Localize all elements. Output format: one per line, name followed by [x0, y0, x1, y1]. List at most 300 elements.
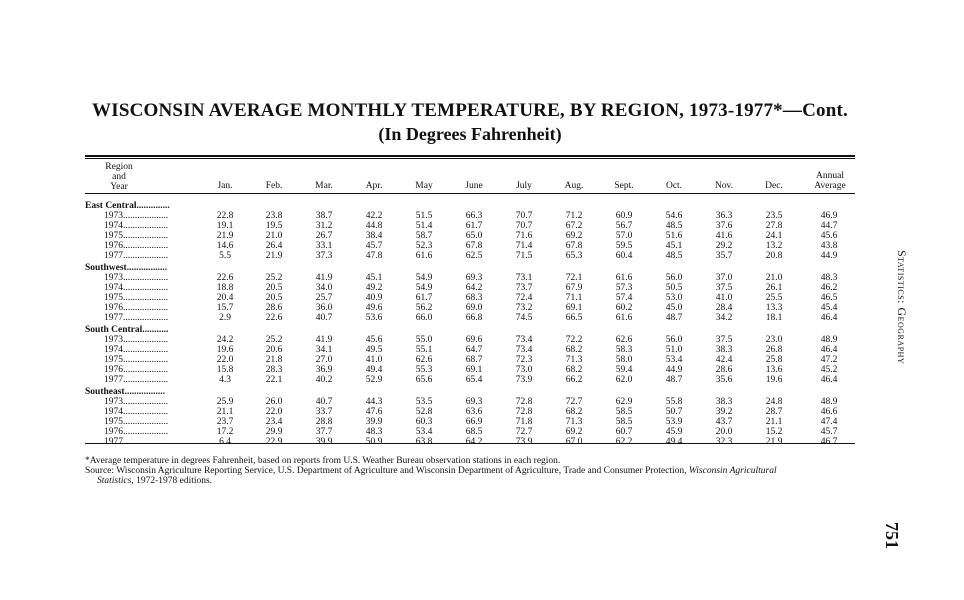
header-region-line: Year [110, 182, 128, 192]
side-heading: Statistics: Geography [895, 250, 909, 365]
temperature-cell: 34.1 [315, 345, 333, 355]
temperature-cell: 67.2 [565, 221, 583, 231]
annual-average-cell: 45.4 [820, 303, 838, 313]
temperature-cell: 72.7 [515, 427, 533, 437]
year-label: 1977................... [104, 313, 169, 323]
temperature-cell: 28.7 [765, 407, 783, 417]
temperature-cell: 26.7 [315, 231, 333, 241]
temperature-cell: 24.2 [216, 335, 234, 345]
temperature-cell: 27.0 [315, 355, 333, 365]
temperature-cell: 25.9 [216, 397, 234, 407]
temperature-cell: 38.3 [715, 397, 733, 407]
annual-average-cell: 43.8 [820, 241, 838, 251]
temperature-cell: 63.6 [465, 407, 483, 417]
temperature-cell: 28.6 [265, 303, 283, 313]
annual-average-cell: 46.2 [820, 283, 838, 293]
source-publication: Wisconsin Agricultural [688, 466, 777, 476]
temperature-cell: 29.2 [715, 241, 733, 251]
year-label: 1975................... [104, 355, 169, 365]
temperature-cell: 41.0 [365, 355, 383, 365]
temperature-cell: 5.5 [219, 251, 231, 261]
temperature-cell: 57.4 [615, 293, 633, 303]
region-label: Southeast................. [85, 387, 165, 397]
temperature-cell: 21.0 [765, 273, 783, 283]
year-label: 1973................... [104, 273, 169, 283]
temperature-cell: 22.8 [216, 211, 234, 221]
region-label: East Central.............. [85, 201, 170, 211]
annual-average-cell: 48.9 [820, 335, 838, 345]
temperature-cell: 65.6 [415, 375, 433, 385]
temperature-cell: 35.7 [715, 251, 733, 261]
temperature-cell: 61.6 [615, 273, 633, 283]
temperature-cell: 45.1 [365, 273, 383, 283]
temperature-cell: 51.6 [665, 231, 683, 241]
temperature-cell: 49.4 [365, 365, 383, 375]
temperature-cell: 13.3 [765, 303, 783, 313]
temperature-cell: 35.6 [715, 375, 733, 385]
year-label: 1973................... [104, 211, 169, 221]
temperature-cell: 34.0 [315, 283, 333, 293]
temperature-cell: 59.4 [615, 365, 633, 375]
temperature-cell: 71.3 [565, 417, 583, 427]
temperature-cell: 24.8 [765, 397, 783, 407]
temperature-cell: 21.9 [765, 437, 783, 447]
temperature-cell: 18.8 [216, 283, 234, 293]
temperature-cell: 26.8 [765, 345, 783, 355]
temperature-cell: 19.1 [216, 221, 234, 231]
temperature-cell: 73.7 [515, 283, 533, 293]
temperature-cell: 42.4 [715, 355, 733, 365]
temperature-cell: 49.5 [365, 345, 383, 355]
temperature-cell: 32.3 [715, 437, 733, 447]
temperature-cell: 33.7 [315, 407, 333, 417]
temperature-cell: 38.4 [365, 231, 383, 241]
temperature-cell: 45.6 [365, 335, 383, 345]
temperature-cell: 36.3 [715, 211, 733, 221]
temperature-cell: 37.5 [715, 283, 733, 293]
header-month: May [415, 181, 433, 191]
temperature-cell: 41.9 [315, 335, 333, 345]
temperature-cell: 45.7 [365, 241, 383, 251]
temperature-cell: 37.5 [715, 335, 733, 345]
temperature-cell: 72.3 [515, 355, 533, 365]
temperature-cell: 73.9 [515, 375, 533, 385]
annual-average-cell: 46.4 [820, 313, 838, 323]
temperature-cell: 15.2 [765, 427, 783, 437]
temperature-cell: 72.4 [515, 293, 533, 303]
temperature-cell: 68.2 [565, 365, 583, 375]
temperature-cell: 61.6 [415, 251, 433, 261]
year-label: 1976................... [104, 303, 169, 313]
temperature-cell: 62.9 [615, 397, 633, 407]
temperature-cell: 60.7 [615, 427, 633, 437]
temperature-cell: 72.2 [565, 335, 583, 345]
temperature-cell: 26.1 [765, 283, 783, 293]
source-editions: 1972-1978 editions. [133, 476, 213, 486]
temperature-cell: 28.6 [715, 365, 733, 375]
header-month: Jan. [217, 181, 233, 191]
temperature-cell: 61.7 [415, 293, 433, 303]
temperature-cell: 55.8 [665, 397, 683, 407]
temperature-cell: 56.7 [615, 221, 633, 231]
year-label: 1974................... [104, 345, 169, 355]
temperature-cell: 52.9 [365, 375, 383, 385]
temperature-cell: 33.1 [315, 241, 333, 251]
temperature-cell: 47.8 [365, 251, 383, 261]
temperature-cell: 17.2 [216, 427, 234, 437]
temperature-cell: 70.7 [515, 221, 533, 231]
header-month: Nov. [714, 181, 734, 191]
temperature-cell: 13.6 [765, 365, 783, 375]
temperature-cell: 55.1 [415, 345, 433, 355]
temperature-cell: 72.8 [515, 407, 533, 417]
header-month: Apr. [365, 181, 383, 191]
temperature-cell: 39.9 [315, 437, 333, 447]
temperature-cell: 72.1 [565, 273, 583, 283]
annual-average-cell: 48.9 [820, 397, 838, 407]
temperature-cell: 71.6 [515, 231, 533, 241]
temperature-cell: 47.6 [365, 407, 383, 417]
annual-average-cell: 47.4 [820, 417, 838, 427]
temperature-cell: 60.4 [615, 251, 633, 261]
year-label: 1975................... [104, 293, 169, 303]
temperature-cell: 49.6 [365, 303, 383, 313]
temperature-cell: 69.6 [465, 335, 483, 345]
temperature-cell: 26.0 [265, 397, 283, 407]
header-annual-line: Annual [816, 171, 844, 181]
temperature-cell: 71.3 [565, 355, 583, 365]
temperature-cell: 71.5 [515, 251, 533, 261]
temperature-cell: 61.7 [465, 221, 483, 231]
footnote-source-cont [97, 476, 897, 486]
year-label: 1973................... [104, 335, 169, 345]
temperature-cell: 73.4 [515, 335, 533, 345]
temperature-cell: 40.7 [315, 313, 333, 323]
year-label: 1974................... [104, 407, 169, 417]
temperature-cell: 71.2 [565, 211, 583, 221]
header-month: Mar. [315, 181, 333, 191]
temperature-cell: 19.6 [216, 345, 234, 355]
header-month: Dec. [765, 181, 783, 191]
temperature-cell: 21.1 [765, 417, 783, 427]
temperature-cell: 40.7 [315, 397, 333, 407]
temperature-cell: 62.6 [415, 355, 433, 365]
year-label: 1977................... [104, 437, 169, 447]
annual-average-cell: 48.3 [820, 273, 838, 283]
annual-average-cell: 44.9 [820, 251, 838, 261]
temperature-cell: 4.3 [219, 375, 231, 385]
header-month: Oct. [665, 181, 683, 191]
temperature-cell: 19.5 [265, 221, 283, 231]
header-region-line: Region [105, 162, 133, 172]
temperature-cell: 45.1 [665, 241, 683, 251]
temperature-cell: 23.8 [265, 211, 283, 221]
temperature-cell: 25.2 [265, 335, 283, 345]
temperature-cell: 62.2 [615, 437, 633, 447]
temperature-cell: 62.5 [465, 251, 483, 261]
header-region-line: and [112, 172, 126, 182]
temperature-cell: 23.7 [216, 417, 234, 427]
temperature-cell: 56.0 [665, 335, 683, 345]
temperature-cell: 28.3 [265, 365, 283, 375]
temperature-cell: 58.5 [615, 417, 633, 427]
temperature-cell: 48.7 [665, 313, 683, 323]
temperature-cell: 31.2 [315, 221, 333, 231]
temperature-cell: 21.8 [265, 355, 283, 365]
region-label: Southwest................. [85, 263, 168, 273]
temperature-cell: 67.8 [565, 241, 583, 251]
temperature-cell: 60.3 [415, 417, 433, 427]
temperature-cell: 58.0 [615, 355, 633, 365]
temperature-cell: 44.9 [665, 365, 683, 375]
temperature-cell: 39.9 [365, 417, 383, 427]
temperature-cell: 45.0 [665, 303, 683, 313]
temperature-cell: 48.7 [665, 375, 683, 385]
temperature-cell: 34.2 [715, 313, 733, 323]
temperature-cell: 65.3 [565, 251, 583, 261]
temperature-cell: 69.0 [465, 303, 483, 313]
temperature-cell: 25.5 [765, 293, 783, 303]
temperature-cell: 22.6 [265, 313, 283, 323]
year-label: 1974................... [104, 221, 169, 231]
temperature-cell: 52.3 [415, 241, 433, 251]
temperature-cell: 71.1 [565, 293, 583, 303]
temperature-cell: 64.2 [465, 283, 483, 293]
temperature-cell: 65.4 [465, 375, 483, 385]
temperature-cell: 57.3 [615, 283, 633, 293]
temperature-cell: 15.7 [216, 303, 234, 313]
temperature-cell: 15.8 [216, 365, 234, 375]
temperature-cell: 54.9 [415, 273, 433, 283]
temperature-cell: 48.5 [665, 251, 683, 261]
source-text: Source: Wisconsin Agriculture Reporting Service, U.S. Department of Agriculture and Wisconsin Department of Agriculture, Trade and Consumer Protection, [85, 466, 689, 476]
temperature-cell: 66.5 [565, 313, 583, 323]
temperature-cell: 73.0 [515, 365, 533, 375]
temperature-cell: 51.4 [415, 221, 433, 231]
header-month: Feb. [265, 181, 283, 191]
temperature-cell: 73.1 [515, 273, 533, 283]
header-month: July [516, 181, 532, 191]
temperature-cell: 74.5 [515, 313, 533, 323]
temperature-cell: 55.0 [415, 335, 433, 345]
temperature-cell: 60.9 [615, 211, 633, 221]
footnote-note: *Average temperature in degrees Fahrenheit, based on reports from U.S. Weather Bureau observation stations in each region. [85, 456, 561, 466]
temperature-cell: 23.5 [765, 211, 783, 221]
temperature-cell: 24.1 [765, 231, 783, 241]
temperature-cell: 42.2 [365, 211, 383, 221]
page-number: 751 [882, 522, 902, 549]
temperature-cell: 71.8 [515, 417, 533, 427]
annual-average-cell: 45.6 [820, 231, 838, 241]
temperature-cell: 53.4 [665, 355, 683, 365]
temperature-cell: 38.7 [315, 211, 333, 221]
temperature-cell: 64.2 [465, 437, 483, 447]
temperature-cell: 66.3 [465, 211, 483, 221]
temperature-cell: 70.7 [515, 211, 533, 221]
temperature-cell: 73.4 [515, 345, 533, 355]
temperature-cell: 58.7 [415, 231, 433, 241]
year-label: 1976................... [104, 241, 169, 251]
temperature-cell: 21.9 [216, 231, 234, 241]
temperature-cell: 20.4 [216, 293, 234, 303]
temperature-cell: 41.6 [715, 231, 733, 241]
annual-average-cell: 46.4 [820, 375, 838, 385]
header-month: Sept. [614, 181, 634, 191]
temperature-cell: 26.4 [265, 241, 283, 251]
temperature-cell: 69.3 [465, 397, 483, 407]
annual-average-cell: 46.7 [820, 437, 838, 447]
temperature-cell: 68.3 [465, 293, 483, 303]
temperature-cell: 38.3 [715, 345, 733, 355]
temperature-cell: 53.6 [365, 313, 383, 323]
temperature-cell: 68.7 [465, 355, 483, 365]
temperature-cell: 29.9 [265, 427, 283, 437]
header-month: June [465, 181, 483, 191]
temperature-cell: 66.2 [565, 375, 583, 385]
temperature-cell: 20.5 [265, 293, 283, 303]
temperature-cell: 37.6 [715, 221, 733, 231]
region-label: South Central........... [85, 325, 169, 335]
temperature-cell: 25.7 [315, 293, 333, 303]
temperature-cell: 23.4 [265, 417, 283, 427]
year-label: 1976................... [104, 365, 169, 375]
temperature-cell: 6.4 [219, 437, 231, 447]
temperature-cell: 22.0 [216, 355, 234, 365]
temperature-cell: 69.1 [565, 303, 583, 313]
temperature-cell: 56.0 [665, 273, 683, 283]
temperature-cell: 67.0 [565, 437, 583, 447]
year-label: 1975................... [104, 417, 169, 427]
temperature-cell: 37.3 [315, 251, 333, 261]
temperature-cell: 49.4 [665, 437, 683, 447]
temperature-cell: 51.0 [665, 345, 683, 355]
temperature-cell: 25.2 [265, 273, 283, 283]
temperature-cell: 43.7 [715, 417, 733, 427]
temperature-cell: 23.0 [765, 335, 783, 345]
year-label: 1976................... [104, 427, 169, 437]
temperature-cell: 20.8 [765, 251, 783, 261]
temperature-cell: 19.6 [765, 375, 783, 385]
temperature-cell: 36.9 [315, 365, 333, 375]
year-label: 1977................... [104, 375, 169, 385]
temperature-cell: 67.9 [565, 283, 583, 293]
temperature-cell: 62.6 [615, 335, 633, 345]
temperature-cell: 65.0 [465, 231, 483, 241]
annual-average-cell: 46.9 [820, 211, 838, 221]
temperature-cell: 45.9 [665, 427, 683, 437]
temperature-cell: 20.5 [265, 283, 283, 293]
temperature-cell: 72.7 [565, 397, 583, 407]
temperature-cell: 68.5 [465, 427, 483, 437]
temperature-cell: 56.2 [415, 303, 433, 313]
annual-average-cell: 46.4 [820, 345, 838, 355]
temperature-cell: 73.2 [515, 303, 533, 313]
source-publication-cont: Statistics, [97, 476, 134, 486]
temperature-cell: 48.5 [665, 221, 683, 231]
temperature-cell: 22.6 [216, 273, 234, 283]
temperature-cell: 68.2 [565, 407, 583, 417]
temperature-cell: 44.8 [365, 221, 383, 231]
temperature-cell: 50.9 [365, 437, 383, 447]
temperature-cell: 49.2 [365, 283, 383, 293]
temperature-cell: 66.8 [465, 313, 483, 323]
temperature-cell: 66.0 [415, 313, 433, 323]
temperature-cell: 36.0 [315, 303, 333, 313]
temperature-cell: 51.5 [415, 211, 433, 221]
temperature-cell: 66.9 [465, 417, 483, 427]
temperature-cell: 21.9 [265, 251, 283, 261]
annual-average-cell: 46.5 [820, 293, 838, 303]
temperature-cell: 20.0 [715, 427, 733, 437]
temperature-cell: 39.2 [715, 407, 733, 417]
temperature-cell: 48.3 [365, 427, 383, 437]
temperature-cell: 73.9 [515, 437, 533, 447]
temperature-cell: 52.8 [415, 407, 433, 417]
temperature-cell: 58.3 [615, 345, 633, 355]
annual-average-cell: 44.7 [820, 221, 838, 231]
temperature-cell: 53.0 [665, 293, 683, 303]
temperature-cell: 37.7 [315, 427, 333, 437]
temperature-cell: 21.0 [265, 231, 283, 241]
page-subtitle: (In Degrees Fahrenheit) [378, 124, 562, 144]
temperature-cell: 53.4 [415, 427, 433, 437]
temperature-cell: 62.0 [615, 375, 633, 385]
annual-average-cell: 45.2 [820, 365, 838, 375]
temperature-cell: 20.6 [265, 345, 283, 355]
temperature-cell: 40.9 [365, 293, 383, 303]
annual-average-cell: 47.2 [820, 355, 838, 365]
annual-average-cell: 46.6 [820, 407, 838, 417]
temperature-cell: 27.8 [765, 221, 783, 231]
year-label: 1975................... [104, 231, 169, 241]
temperature-cell: 50.7 [665, 407, 683, 417]
temperature-cell: 2.9 [219, 313, 231, 323]
temperature-cell: 37.0 [715, 273, 733, 283]
temperature-cell: 58.5 [615, 407, 633, 417]
temperature-cell: 69.1 [465, 365, 483, 375]
temperature-cell: 54.6 [665, 211, 683, 221]
temperature-cell: 67.8 [465, 241, 483, 251]
temperature-cell: 22.1 [265, 375, 283, 385]
temperature-cell: 69.2 [565, 427, 583, 437]
year-label: 1973................... [104, 397, 169, 407]
year-label: 1974................... [104, 283, 169, 293]
temperature-cell: 68.2 [565, 345, 583, 355]
temperature-cell: 59.5 [615, 241, 633, 251]
temperature-cell: 14.6 [216, 241, 234, 251]
temperature-cell: 63.8 [415, 437, 433, 447]
temperature-cell: 22.9 [265, 437, 283, 447]
temperature-cell: 41.0 [715, 293, 733, 303]
temperature-cell: 69.3 [465, 273, 483, 283]
header-month: Aug. [564, 181, 584, 191]
page-title: WISCONSIN AVERAGE MONTHLY TEMPERATURE, BY REGION, 1973-1977*—Cont. [92, 100, 848, 121]
temperature-cell: 57.0 [615, 231, 633, 241]
temperature-cell: 18.1 [765, 313, 783, 323]
temperature-cell: 53.9 [665, 417, 683, 427]
temperature-cell: 44.3 [365, 397, 383, 407]
temperature-cell: 54.9 [415, 283, 433, 293]
year-label: 1977................... [104, 251, 169, 261]
temperature-cell: 28.8 [315, 417, 333, 427]
temperature-cell: 21.1 [216, 407, 234, 417]
temperature-cell: 22.0 [265, 407, 283, 417]
temperature-cell: 25.8 [765, 355, 783, 365]
temperature-cell: 55.3 [415, 365, 433, 375]
temperature-cell: 69.2 [565, 231, 583, 241]
temperature-cell: 60.2 [615, 303, 633, 313]
temperature-cell: 72.8 [515, 397, 533, 407]
